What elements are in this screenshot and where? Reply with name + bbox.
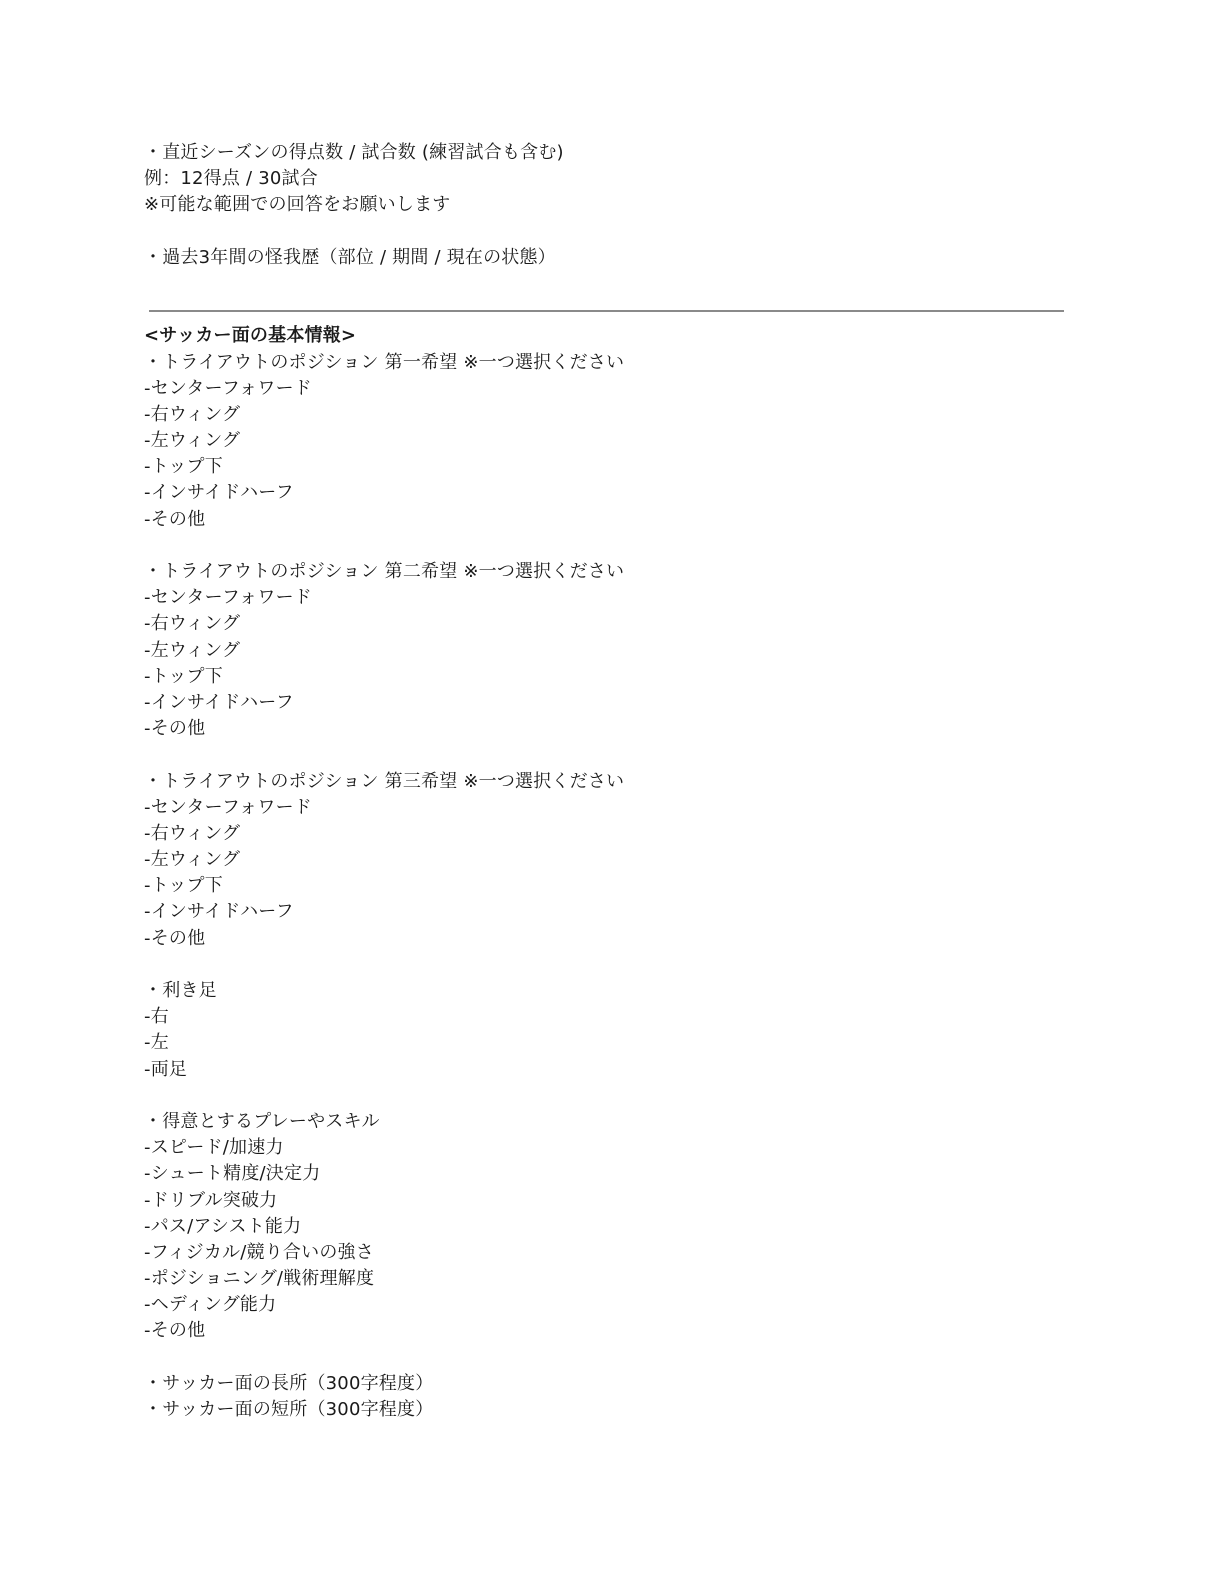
option-item: -センターフォワード xyxy=(144,796,312,818)
option-item: -左ウィング xyxy=(144,639,241,661)
skills-options xyxy=(144,1135,1084,1345)
answer-note: ※可能な範囲での回答をお願いします xyxy=(144,194,451,216)
document-body xyxy=(144,140,1084,1423)
option-item: -右ウィング xyxy=(144,613,241,635)
dominant-foot-label: ・利き足 xyxy=(144,980,217,1001)
option-item: -右ウィング xyxy=(144,403,241,425)
goals-games-label: ・直近シーズンの得点数 / 試合数 (練習試合も含む) xyxy=(144,142,564,163)
weaknesses-label: ・サッカー面の短所（300字程度） xyxy=(144,1399,434,1420)
option-item: -その他 xyxy=(144,1320,206,1342)
option-item: -その他 xyxy=(144,927,206,949)
option-item: -センターフォワード xyxy=(144,587,312,609)
option-item: -トップ下 xyxy=(144,456,223,478)
dominant-foot-options xyxy=(144,1004,1084,1083)
option-item: -右 xyxy=(144,1006,169,1028)
position-first-options xyxy=(144,376,1084,533)
option-item: -フィジカル/競り合いの強さ xyxy=(144,1241,374,1263)
position-second-label: ・トライアウトのポジション 第二希望 ※一つ選択ください xyxy=(144,561,625,582)
option-item: -その他 xyxy=(144,718,206,740)
option-item: -インサイドハーフ xyxy=(144,901,294,923)
option-item: -両足 xyxy=(144,1058,188,1080)
option-item: -ポジショニング/戦術理解度 xyxy=(144,1268,375,1290)
option-item: -左ウィング xyxy=(144,430,241,452)
goals-example: 例：12得点 / 30試合 xyxy=(144,168,318,190)
option-item: -インサイドハーフ xyxy=(144,691,294,713)
option-item: -スピード/加速力 xyxy=(144,1137,284,1159)
section-divider xyxy=(149,310,1064,312)
option-item: -左 xyxy=(144,1032,169,1054)
option-item: -左ウィング xyxy=(144,849,241,871)
option-item: -その他 xyxy=(144,508,206,530)
injury-history-label: ・過去3年間の怪我歴（部位 / 期間 / 現在の状態） xyxy=(144,246,556,268)
option-item: -トップ下 xyxy=(144,875,223,897)
option-item: -ドリブル突破力 xyxy=(144,1189,278,1211)
option-item: -ヘディング能力 xyxy=(144,1294,277,1316)
skills-label: ・得意とするプレーやスキル xyxy=(144,1110,380,1132)
position-first-label: ・トライアウトのポジション 第一希望 ※一つ選択ください xyxy=(144,351,625,373)
option-item: -パス/アシスト能力 xyxy=(144,1215,302,1237)
option-item: -インサイドハーフ xyxy=(144,482,294,504)
position-third-options xyxy=(144,795,1084,952)
position-third-label: ・トライアウトのポジション 第三希望 ※一つ選択ください xyxy=(144,770,625,792)
strengths-label: ・サッカー面の長所（300字程度） xyxy=(144,1372,434,1394)
section-heading: <サッカー面の基本情報> xyxy=(144,325,357,347)
option-item: -センターフォワード xyxy=(144,377,312,399)
option-item: -トップ下 xyxy=(144,665,223,687)
position-second-options xyxy=(144,585,1084,742)
option-item: -右ウィング xyxy=(144,822,241,844)
option-item: -シュート精度/決定力 xyxy=(144,1163,321,1185)
